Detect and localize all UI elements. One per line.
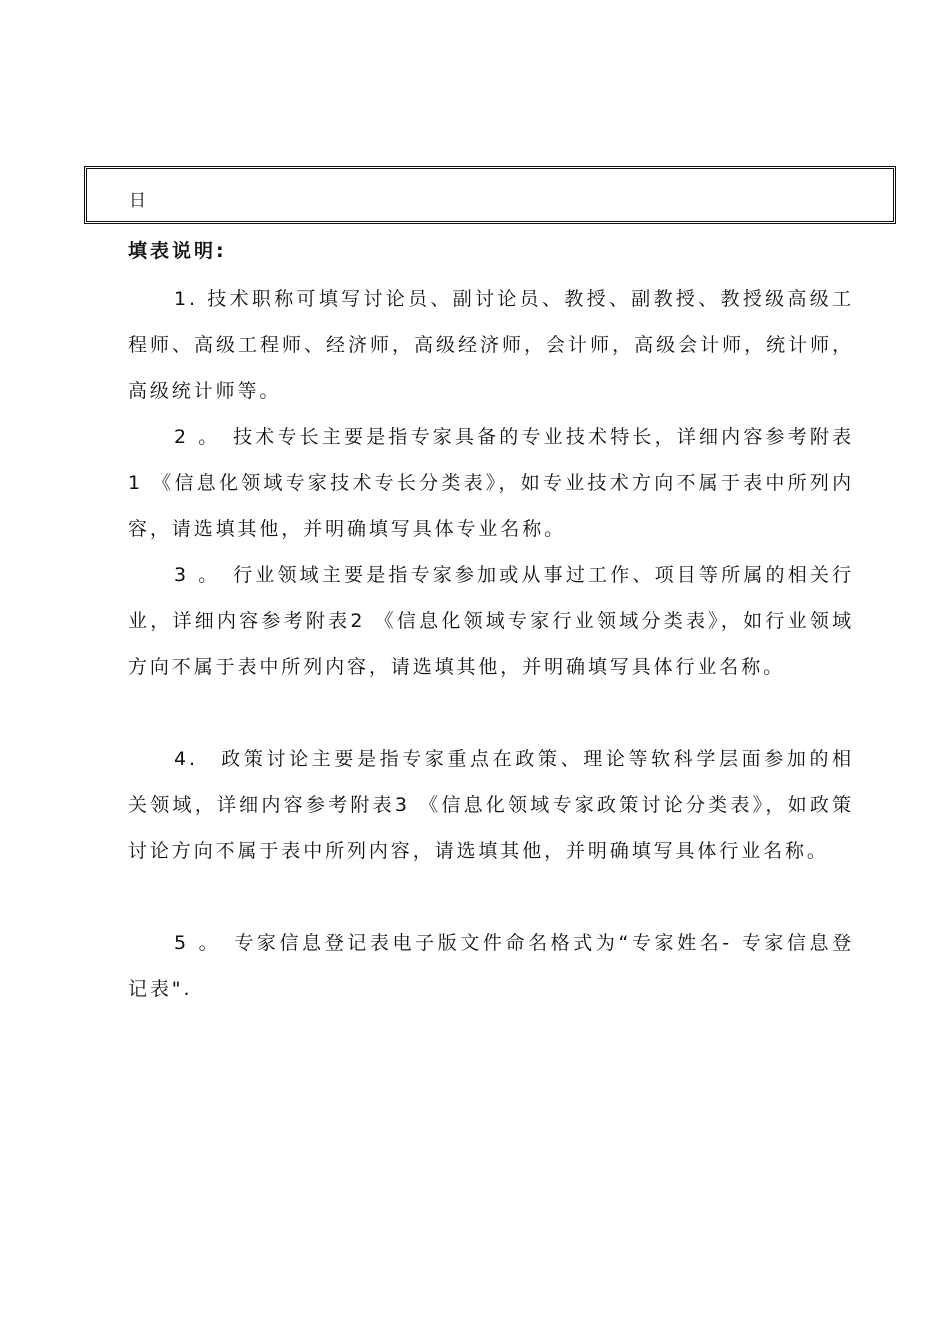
instruction-item-3: 3 。 行业领域主要是指专家参加或从事过工作、项目等所属的相关行业，详细内容参考附表2 《信息化领域专家行业领域分类表》，如行业领域方向不属于表中所列内容，请选填其他，并明确填写具体行业名称。 (128, 564, 854, 678)
instruction-item-5: 5 。 专家信息登记表电子版文件命名格式为“专家姓名- 专家信息登记表". (128, 932, 854, 1000)
instruction-item-2: 2 。 技术专长主要是指专家具备的专业技术特长，详细内容参考附表1 《信息化领域专家技术专长分类表》，如专业技术方向不属于表中所列内容，请选填其他，并明确填写具体专业名称。 (128, 426, 854, 540)
table-cell-text: 日 (129, 191, 148, 211)
instruction-item-4: 4. 政策讨论主要是指专家重点在政策、理论等软科学层面参加的相关领域，详细内容参考附表3 《信息化领域专家政策讨论分类表》，如政策讨论方向不属于表中所列内容，请选填其他，并明确填写具体行业名称。 (128, 748, 854, 862)
form-table-bottom-row (84, 166, 896, 224)
instructions-title: 填表说明: (128, 240, 227, 262)
instruction-item-1: 1. 技术职称可填写讨论员、副讨论员、教授、副教授、教授级高级工程师、高级工程师、经济师，高级经济师，会计师，高级会计师，统计师，高级统计师等。 (128, 288, 854, 402)
